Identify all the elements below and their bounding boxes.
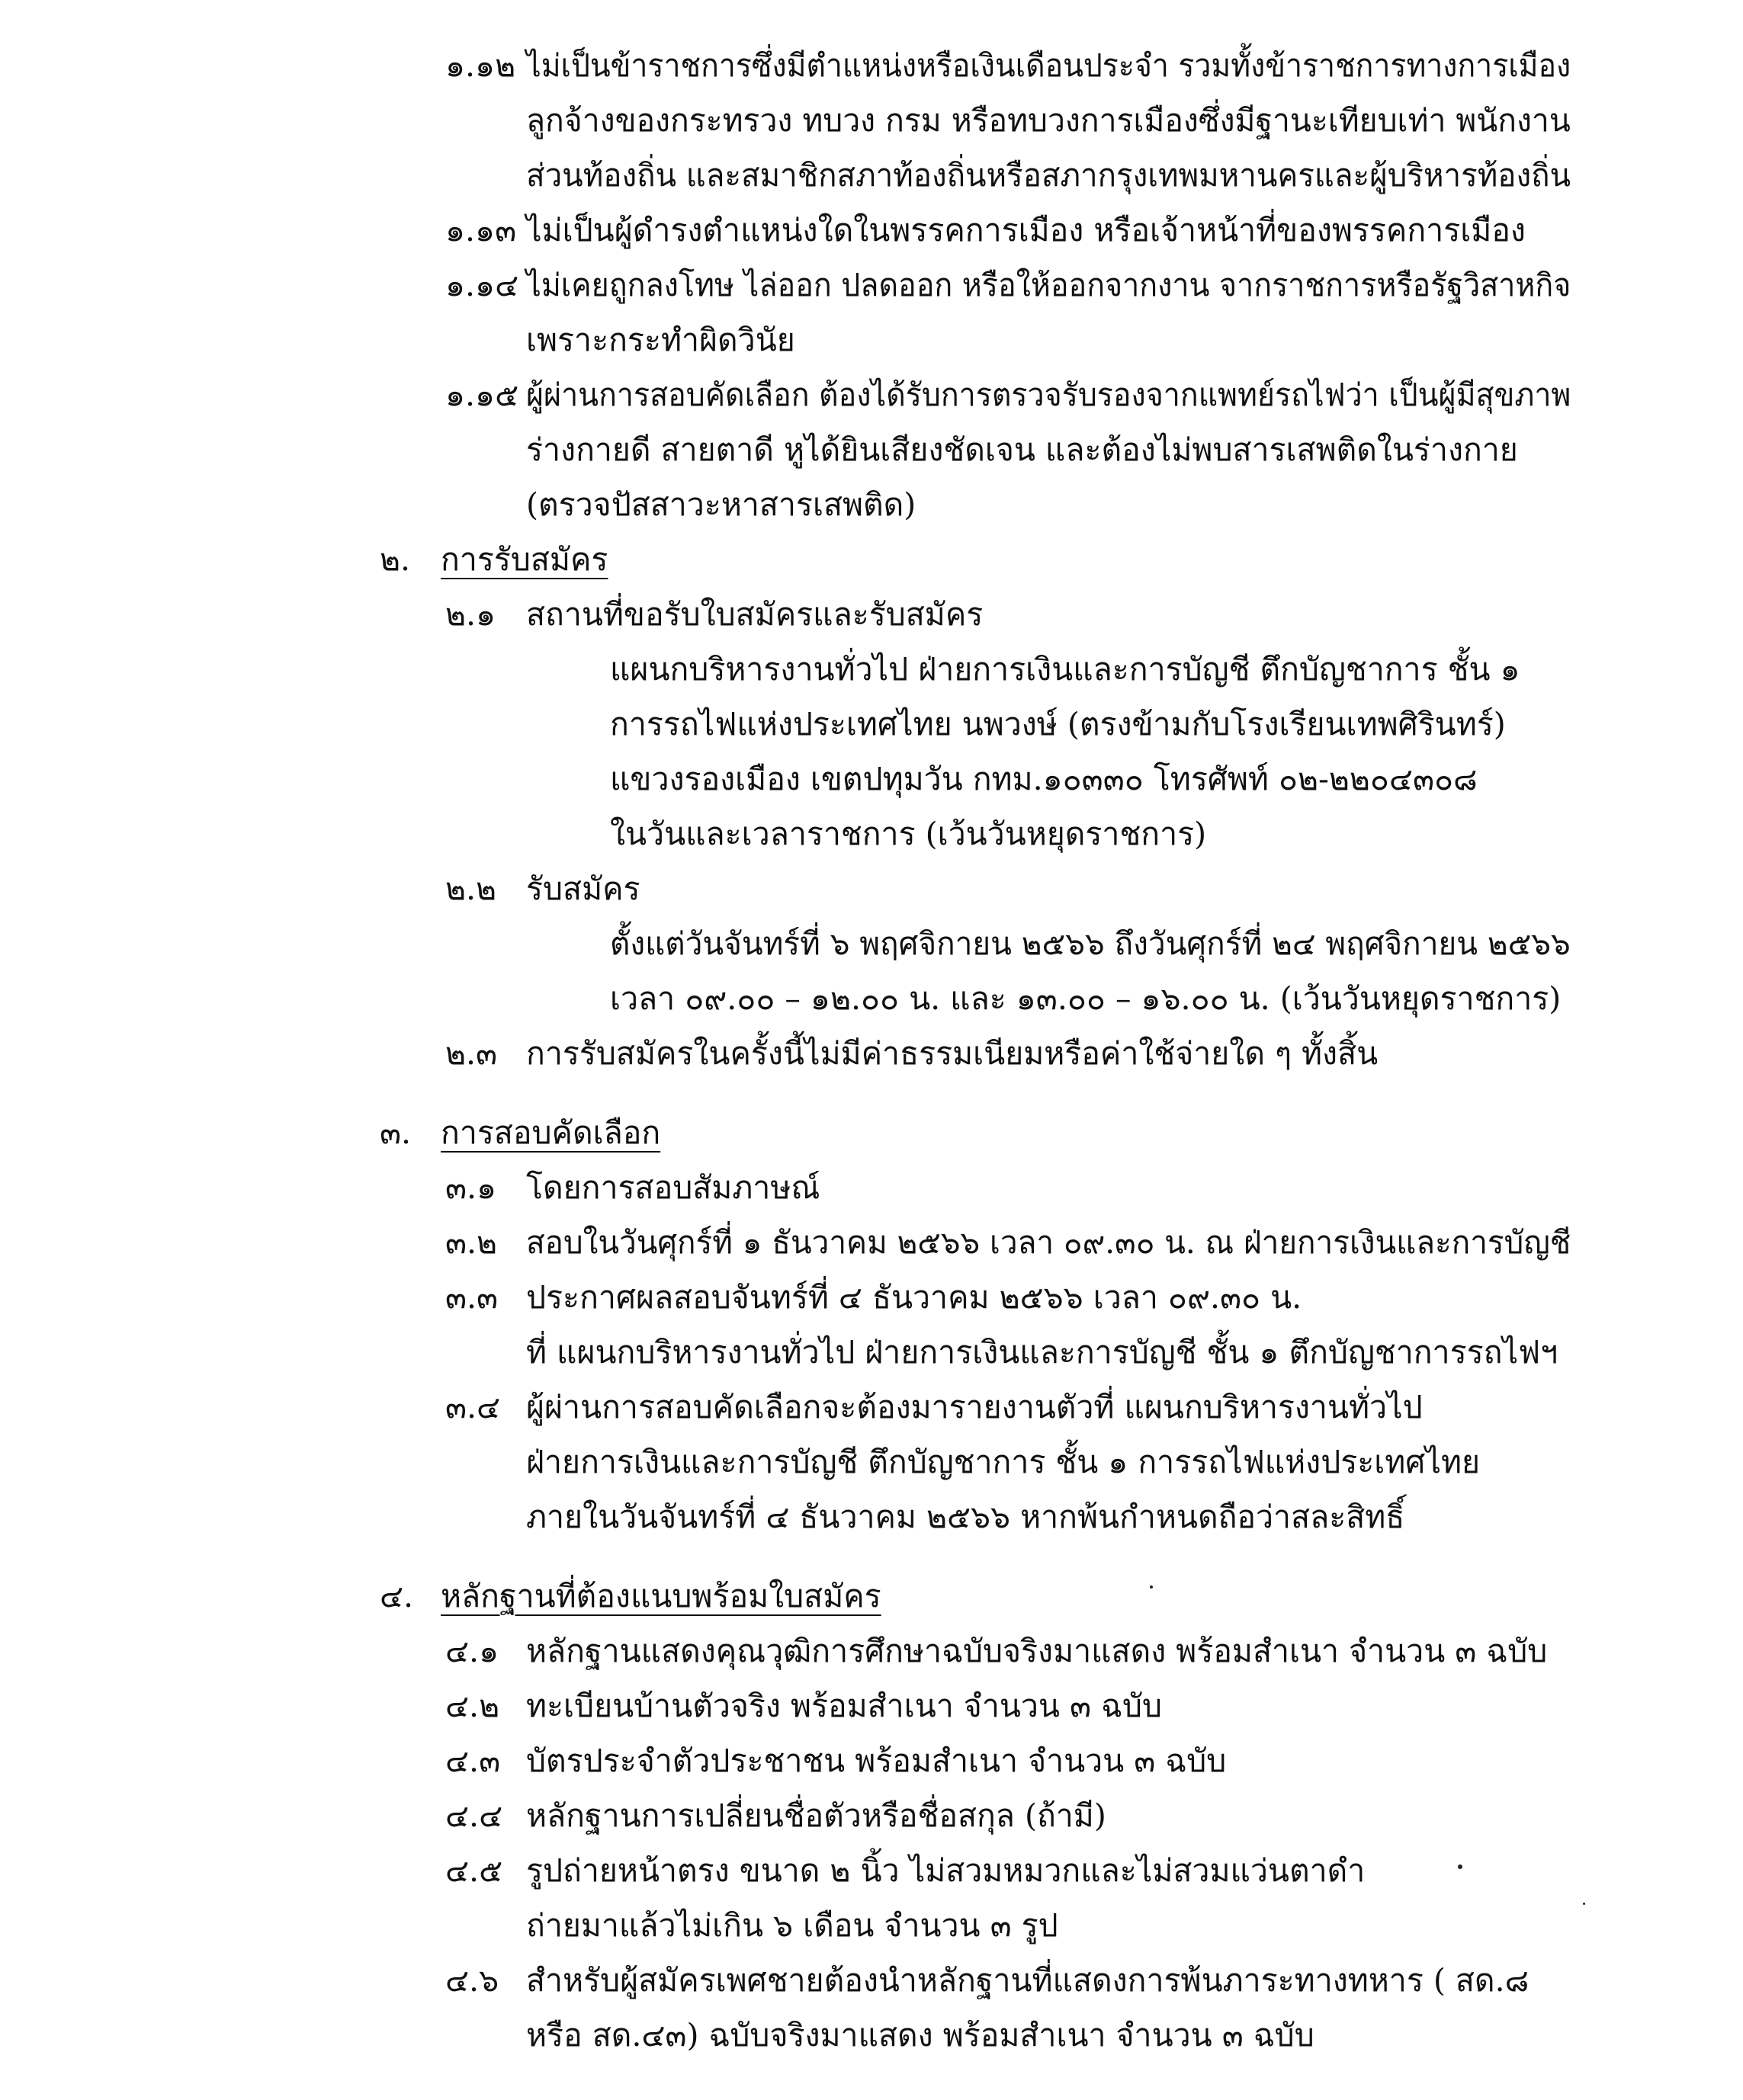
item-text-line: บัตรประจำตัวประชาชน พร้อมสำเนา จำนวน ๓ ฉบับ xyxy=(526,1743,1227,1779)
item-title: รับสมัคร xyxy=(526,870,640,907)
item-number: ๓.๒ xyxy=(445,1224,498,1261)
item-text-line: แผนกบริหารงานทั่วไป ฝ่ายการเงินและการบัญชี ตึกบัญชาการ ชั้น ๑ xyxy=(610,651,1520,688)
section-number: ๒. xyxy=(380,541,411,578)
item-number: ๔.๑ xyxy=(445,1633,499,1669)
item-text-line: ฝ่ายการเงินและการบัญชี ตึกบัญชาการ ชั้น ๑ การรถไฟแห่งประเทศไทย xyxy=(526,1444,1481,1480)
item-text-line: ในวันและเวลาราชการ (เว้นวันหยุดราชการ) xyxy=(610,816,1207,852)
item-number: ๒.๑ xyxy=(445,596,496,633)
item-text-line: ประกาศผลสอบจันทร์ที่ ๔ ธันวาคม ๒๕๖๖ เวลา ๐๙.๓๐ น. xyxy=(526,1279,1302,1316)
section-heading: หลักฐานที่ต้องแนบพร้อมใบสมัคร xyxy=(441,1578,881,1614)
item-number: ๔.๔ xyxy=(445,1797,503,1834)
item-text-line: สำหรับผู้สมัครเพศชายต้องนำหลักฐานที่แสดงการพ้นภาระทางทหาร ( สด.๘ xyxy=(526,1962,1530,1999)
item-text-line: ร่างกายดี สายตาดี หูได้ยินเสียงชัดเจน และต้องไม่พบสารเสพติดในร่างกาย xyxy=(526,431,1518,468)
item-number: ๔.๖ xyxy=(445,1962,499,1999)
item-text-line: ทะเบียนบ้านตัวจริง พร้อมสำเนา จำนวน ๓ ฉบับ xyxy=(526,1688,1162,1724)
item-number: ๓.๑ xyxy=(445,1169,497,1206)
item-number: ๑.๑๓ xyxy=(445,212,517,248)
section-heading: การรับสมัคร xyxy=(441,541,608,578)
item-text-line: ไม่เป็นผู้ดำรงตำแหน่งใดในพรรคการเมือง หรือเจ้าหน้าที่ของพรรคการเมือง xyxy=(526,212,1526,248)
section-number: ๔. xyxy=(380,1578,414,1614)
item-text-line: หลักฐานการเปลี่ยนชื่อตัวหรือชื่อสกุล (ถ้ามี) xyxy=(526,1797,1106,1834)
item-number: ๑.๑๒ xyxy=(445,47,516,84)
item-number: ๒.๓ xyxy=(445,1035,498,1072)
item-text-line: ส่วนท้องถิ่น และสมาชิกสภาท้องถิ่นหรือสภากรุงเทพมหานครและผู้บริหารท้องถิ่น xyxy=(526,157,1571,194)
item-text-line: ลูกจ้างของกระทรวง ทบวง กรม หรือทบวงการเมืองซึ่งมีฐานะเทียบเท่า พนักงาน xyxy=(526,102,1571,139)
item-text-line: (ตรวจปัสสาวะหาสารเสพติด) xyxy=(526,486,916,523)
item-number: ๓.๔ xyxy=(445,1389,501,1425)
item-text-line: โดยการสอบสัมภาษณ์ xyxy=(526,1169,820,1206)
item-number: ๒.๒ xyxy=(445,870,497,907)
item-text-line: ผู้ผ่านการสอบคัดเลือกจะต้องมารายงานตัวที่ แผนกบริหารงานทั่วไป xyxy=(526,1389,1423,1425)
section-number: ๓. xyxy=(380,1114,412,1151)
item-text-line: การรถไฟแห่งประเทศไทย นพวงษ์ (ตรงข้ามกับโรงเรียนเทพศิรินทร์) xyxy=(610,706,1506,742)
item-text-line: สอบในวันศุกร์ที่ ๑ ธันวาคม ๒๕๖๖ เวลา ๐๙.๓๐ น. ณ ฝ่ายการเงินและการบัญชี xyxy=(526,1224,1571,1261)
item-number: ๔.๒ xyxy=(445,1688,500,1724)
item-text-line: ภายในวันจันทร์ที่ ๔ ธันวาคม ๒๕๖๖ หากพ้นกำหนดถือว่าสละสิทธิ์ xyxy=(526,1499,1405,1535)
item-text-line: หรือ สด.๔๓) ฉบับจริงมาแสดง พร้อมสำเนา จำนวน ๓ ฉบับ xyxy=(526,2017,1314,2054)
item-text-line: เวลา ๐๙.๐๐ – ๑๒.๐๐ น. และ ๑๓.๐๐ – ๑๖.๐๐ น. (เว้นวันหยุดราชการ) xyxy=(610,980,1562,1017)
item-text-line: ถ่ายมาแล้วไม่เกิน ๖ เดือน จำนวน ๓ รูป xyxy=(526,1907,1058,1944)
item-text-line: ผู้ผ่านการสอบคัดเลือก ต้องได้รับการตรวจรับรองจากแพทย์รถไฟว่า เป็นผู้มีสุขภาพ xyxy=(526,377,1571,413)
item-text-line: ไม่เคยถูกลงโทษ ไล่ออก ปลดออก หรือให้ออกจากงาน จากราชการหรือรัฐวิสาหกิจ xyxy=(526,267,1571,303)
item-number: ๔.๕ xyxy=(445,1852,503,1889)
scan-speck xyxy=(1150,1585,1153,1589)
item-number: ๑.๑๔ xyxy=(445,267,519,303)
scan-speck xyxy=(1583,1903,1585,1905)
item-text-line: ไม่เป็นข้าราชการซึ่งมีตำแหน่งหรือเงินเดือนประจำ รวมทั้งข้าราชการทางการเมือง xyxy=(526,47,1571,84)
item-text-line: รูปถ่ายหน้าตรง ขนาด ๒ นิ้ว ไม่สวมหมวกและไม่สวมแว่นตาดำ xyxy=(526,1852,1366,1889)
item-text-line: ตั้งแต่วันจันทร์ที่ ๖ พฤศจิกายน ๒๕๖๖ ถึงวันศุกร์ที่ ๒๔ พฤศจิกายน ๒๕๖๖ xyxy=(610,925,1571,962)
item-number: ๔.๓ xyxy=(445,1743,501,1779)
item-number: ๓.๓ xyxy=(445,1279,499,1316)
item-text-line: แขวงรองเมือง เขตปทุมวัน กทม.๑๐๓๓๐ โทรศัพท์ ๐๒-๒๒๐๔๓๐๘ xyxy=(610,761,1478,797)
item-text-line: การรับสมัครในครั้งนี้ไม่มีค่าธรรมเนียมหรือค่าใช้จ่ายใด ๆ ทั้งสิ้น xyxy=(526,1035,1379,1072)
item-text-line: ที่ แผนกบริหารงานทั่วไป ฝ่ายการเงินและการบัญชี ชั้น ๑ ตึกบัญชาการรถไฟฯ xyxy=(526,1334,1558,1371)
item-title: สถานที่ขอรับใบสมัครและรับสมัคร xyxy=(526,596,984,633)
item-text-line: หลักฐานแสดงคุณวุฒิการศึกษาฉบับจริงมาแสดง พร้อมสำเนา จำนวน ๓ ฉบับ xyxy=(526,1633,1548,1669)
section-heading: การสอบคัดเลือก xyxy=(441,1114,661,1151)
item-number: ๑.๑๕ xyxy=(445,377,519,413)
item-text-line: เพราะกระทำผิดวินัย xyxy=(526,322,795,358)
scan-speck xyxy=(1458,1864,1462,1869)
